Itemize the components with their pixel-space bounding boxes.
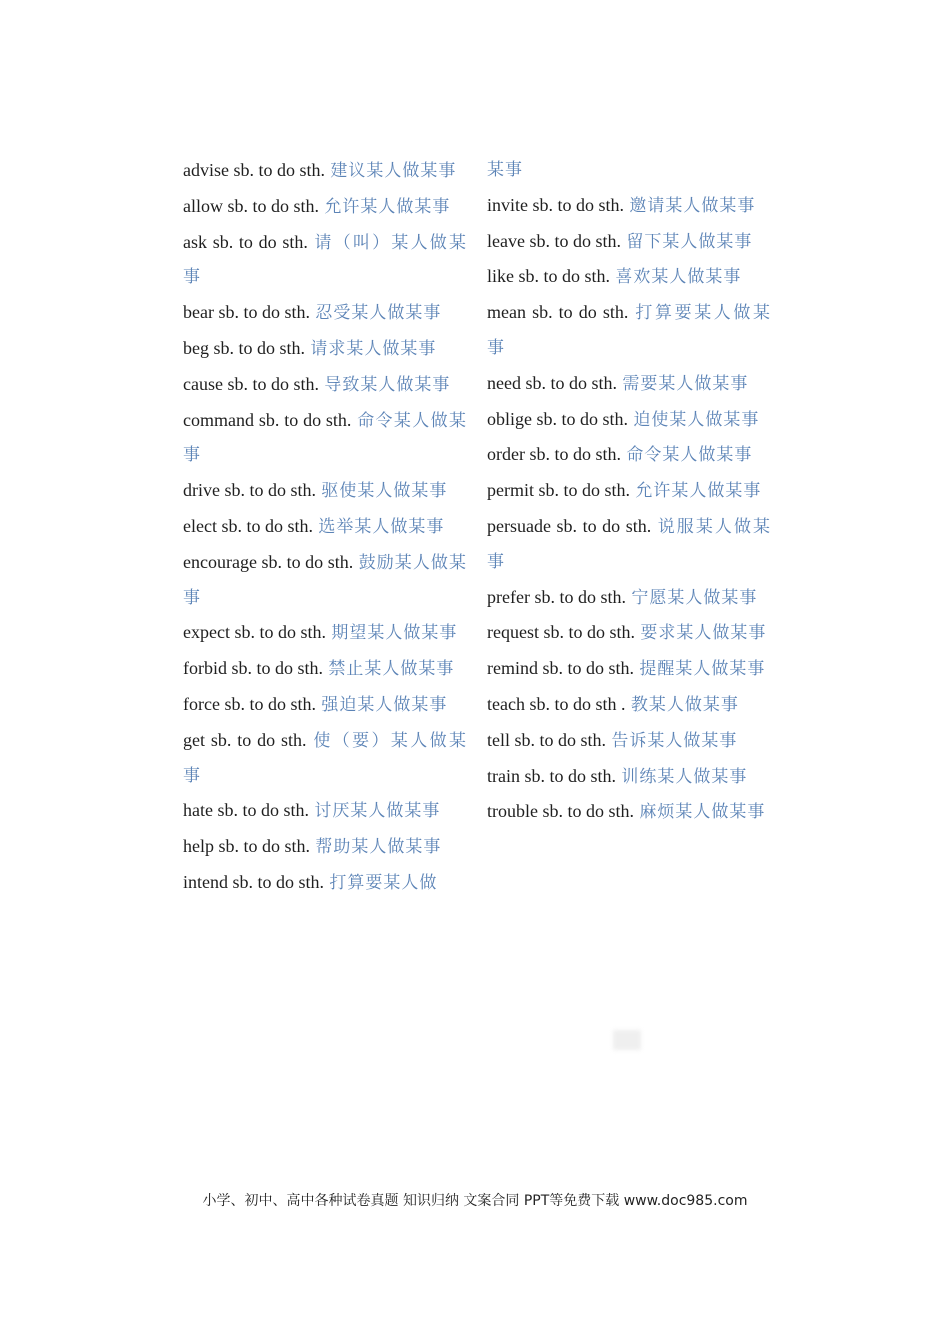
chinese-meaning: 麻烦某人做某事 <box>639 802 766 823</box>
phrase-entry <box>183 723 467 794</box>
phrase-entry <box>183 509 467 545</box>
english-phrase: elect sb. to do sth. <box>183 515 313 536</box>
phrase-entry <box>487 687 771 723</box>
english-phrase: advise sb. to do sth. <box>183 160 325 180</box>
english-phrase: force sb. to do sth. <box>183 693 316 714</box>
phrase-entry <box>487 224 771 260</box>
phrase-entry <box>183 651 467 687</box>
chinese-meaning: 打算要某人做 <box>329 872 438 893</box>
phrase-entry <box>487 437 771 473</box>
phrase-entry <box>183 225 467 296</box>
phrase-entry <box>487 402 771 438</box>
english-phrase: teach sb. to do sth . <box>487 693 626 714</box>
chinese-meaning: 提醒某人做某事 <box>639 659 766 680</box>
chinese-meaning: 允许某人做某事 <box>324 196 451 217</box>
chinese-meaning: 请求某人做某事 <box>310 338 437 359</box>
chinese-meaning: 鼓励某人做某事 <box>183 552 467 608</box>
chinese-meaning: 允许某人做某事 <box>635 481 762 502</box>
chinese-meaning: 留下某人做某事 <box>626 231 753 252</box>
english-phrase: tell sb. to do sth. <box>487 729 607 750</box>
chinese-meaning: 宁愿某人做某事 <box>631 587 758 608</box>
english-phrase: expect sb. to do sth. <box>183 622 326 643</box>
chinese-meaning: 某事 <box>487 160 523 180</box>
chinese-meaning: 忍受某人做某事 <box>315 303 442 324</box>
english-phrase: like sb. to do sth. <box>487 266 611 287</box>
english-phrase: bear sb. to do sth. <box>183 302 310 323</box>
chinese-meaning: 讨厌某人做某事 <box>314 801 441 822</box>
chinese-meaning: 请（叫）某人做某事 <box>183 232 468 288</box>
english-phrase: train sb. to do sth. <box>487 765 616 786</box>
english-phrase: trouble sb. to do sth. <box>487 801 634 822</box>
phrase-entry <box>183 295 467 331</box>
phrase-entry <box>487 509 771 580</box>
english-phrase: intend sb. to do sth. <box>183 871 325 892</box>
phrase-entry <box>183 153 467 189</box>
phrase-entry <box>487 295 771 366</box>
chinese-meaning: 禁止某人做某事 <box>328 659 455 680</box>
english-phrase: oblige sb. to do sth. <box>487 408 629 429</box>
phrase-entry <box>487 188 771 224</box>
english-phrase: leave sb. to do sth. <box>487 230 621 251</box>
phrase-entry <box>183 189 467 225</box>
chinese-meaning: 建议某人做某事 <box>330 161 457 181</box>
chinese-meaning: 使（要）某人做某事 <box>183 730 467 786</box>
english-phrase: get sb. to do sth. <box>183 729 307 750</box>
english-phrase: allow sb. to do sth. <box>183 195 320 216</box>
phrase-entry <box>183 687 467 723</box>
chinese-meaning: 期望某人做某事 <box>331 623 458 644</box>
phrase-entry <box>487 580 771 616</box>
phrase-entry <box>487 759 771 795</box>
english-phrase: encourage sb. to do sth. <box>183 551 354 572</box>
chinese-meaning: 迫使某人做某事 <box>633 409 760 430</box>
chinese-meaning: 导致某人做某事 <box>324 374 451 395</box>
phrase-entry <box>487 651 771 687</box>
phrase-entry <box>183 545 467 616</box>
phrase-entry <box>487 259 771 295</box>
phrase-entry <box>183 865 467 901</box>
chinese-meaning: 命令某人做某事 <box>183 410 467 466</box>
phrase-entry <box>183 331 467 367</box>
chinese-meaning: 告诉某人做某事 <box>611 730 738 751</box>
phrase-entry <box>487 366 771 402</box>
english-phrase: command sb. to do sth. <box>183 409 352 430</box>
english-phrase: beg sb. to do sth. <box>183 337 306 358</box>
phrase-entry <box>487 153 771 188</box>
phrase-entry <box>487 794 771 830</box>
chinese-meaning: 说服某人做某事 <box>487 516 772 572</box>
english-phrase: help sb. to do sth. <box>183 836 311 857</box>
chinese-meaning: 帮助某人做某事 <box>315 837 442 858</box>
english-phrase: persuade sb. to do sth. <box>487 515 652 536</box>
chinese-meaning: 选举某人做某事 <box>318 516 445 537</box>
chinese-meaning: 需要某人做某事 <box>622 373 749 394</box>
chinese-meaning: 打算要某人做某事 <box>487 303 772 358</box>
english-phrase: remind sb. to do sth. <box>487 658 634 679</box>
english-phrase: forbid sb. to do sth. <box>183 658 324 679</box>
english-phrase: permit sb. to do sth. <box>487 480 630 501</box>
chinese-meaning: 驱使某人做某事 <box>321 481 448 502</box>
phrase-entry <box>183 793 467 829</box>
chinese-meaning: 训练某人做某事 <box>621 766 748 787</box>
english-phrase: request sb. to do sth. <box>487 622 635 643</box>
chinese-meaning: 强迫某人做某事 <box>321 694 448 715</box>
english-phrase: cause sb. to do sth. <box>183 373 319 394</box>
right-phrase-column <box>487 153 771 830</box>
phrase-entry <box>487 615 771 651</box>
phrase-entry <box>183 829 467 865</box>
phrase-entry <box>487 723 771 759</box>
english-phrase: need sb. to do sth. <box>487 372 617 393</box>
english-phrase: mean sb. to do sth. <box>487 302 629 323</box>
chinese-meaning: 教某人做某事 <box>630 694 739 715</box>
english-phrase: prefer sb. to do sth. <box>487 586 626 607</box>
phrase-entry <box>487 473 771 509</box>
page-footer: 小学、初中、高中各种试卷真题 知识归纳 文案合同 PPT等免费下载 www.doc985.com <box>202 1193 748 1209</box>
english-phrase: hate sb. to do sth. <box>183 800 309 821</box>
chinese-meaning: 要求某人做某事 <box>640 623 767 644</box>
english-phrase: ask sb. to do sth. <box>183 231 308 252</box>
phrase-entry <box>183 367 467 403</box>
chinese-meaning: 邀请某人做某事 <box>629 195 756 216</box>
phrase-entry <box>183 473 467 509</box>
chinese-meaning: 喜欢某人做某事 <box>615 267 742 288</box>
left-phrase-column <box>183 153 467 901</box>
scan-smudge <box>613 1030 641 1050</box>
english-phrase: order sb. to do sth. <box>487 444 621 465</box>
english-phrase: invite sb. to do sth. <box>487 194 625 215</box>
phrase-entry <box>183 615 467 651</box>
chinese-meaning: 命令某人做某事 <box>626 445 753 466</box>
english-phrase: drive sb. to do sth. <box>183 480 316 501</box>
phrase-entry <box>183 403 467 474</box>
